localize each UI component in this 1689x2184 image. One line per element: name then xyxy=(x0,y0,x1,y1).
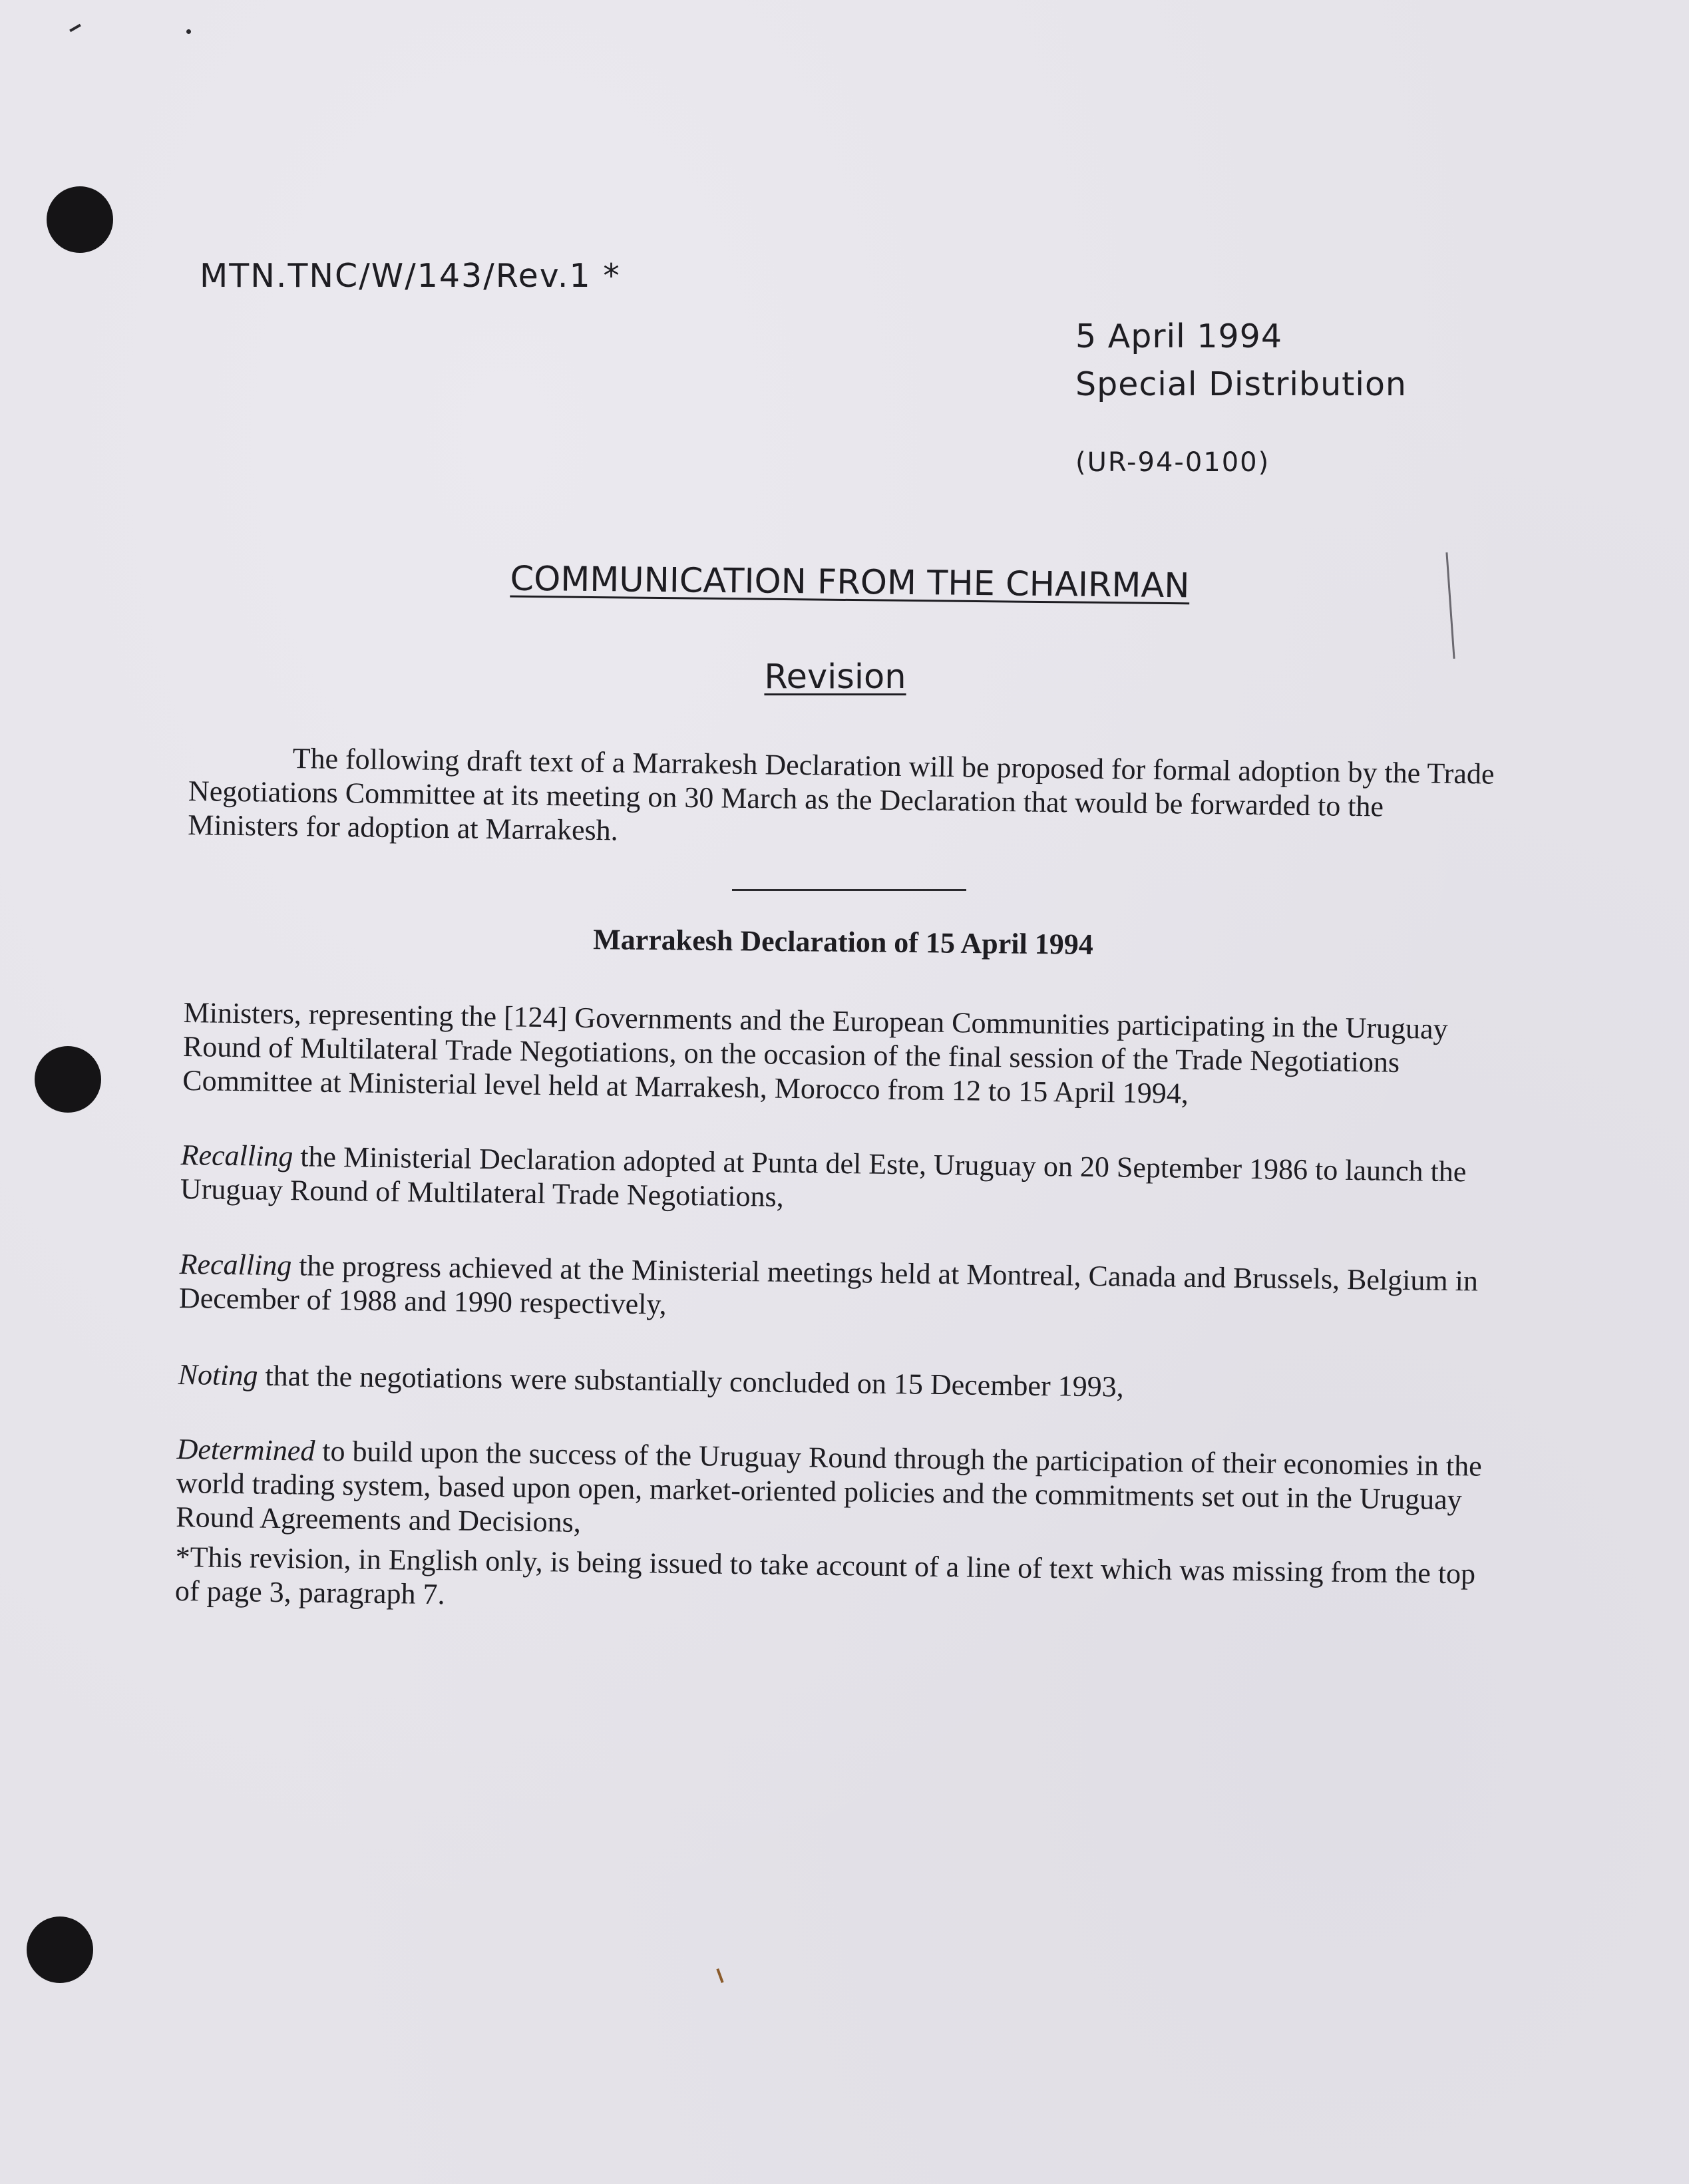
paragraph-lead: Determined xyxy=(176,1433,315,1467)
declaration-paragraph xyxy=(176,1432,1495,1551)
paper-mark xyxy=(716,1968,723,1983)
punch-hole xyxy=(35,1046,101,1113)
paragraph-lead: Recalling xyxy=(180,1138,293,1173)
paragraph-lead: Recalling xyxy=(179,1247,292,1282)
declaration-paragraph xyxy=(182,996,1501,1115)
intro-paragraph: The following draft text of a Marrakesh Declaration will be proposed for formal adoption by the Trade Negotiations Committee at its meeting on 30 March as the Declaration that would be forwarded to the Ministers for adoption at Marrakesh. xyxy=(188,742,1495,847)
date-block xyxy=(1075,313,1407,409)
paragraph-text: Ministers, representing the [124] Governments and the European Communities participating in the Uruguay Round of Multilateral Trade Negotiations, on the occasion of the final session of the Trade Negotiations Committee at Ministerial level held at Marrakesh, Morocco from 12 to 15 April 1994, xyxy=(182,996,1448,1110)
declaration-title: Marrakesh Declaration of 15 April 1994 xyxy=(592,923,1094,961)
divider-rule xyxy=(732,889,966,891)
paper-mark xyxy=(186,29,191,34)
punch-hole xyxy=(47,186,113,253)
paragraph-lead: Noting xyxy=(178,1358,258,1392)
declaration-paragraph xyxy=(178,1358,1495,1409)
page-title: COMMUNICATION FROM THE CHAIRMAN xyxy=(510,559,1190,606)
paragraph-text: the progress achieved at the Ministerial meetings held at Montreal, Canada and Brussels, Belgium in December of 1988 and 1990 respectively, xyxy=(178,1249,1479,1321)
distribution-label: Special Distribution xyxy=(1075,365,1407,403)
punch-hole xyxy=(27,1916,93,1983)
page-subtitle: Revision xyxy=(764,657,906,697)
declaration-paragraph xyxy=(180,1138,1499,1223)
reference-code: (UR-94-0100) xyxy=(1075,447,1270,478)
paragraph-text: that the negotiations were substantially concluded on 15 December 1993, xyxy=(258,1359,1124,1403)
paper-mark xyxy=(69,24,81,32)
footnote: *This revision, in English only, is being issued to take account of a line of text which was missing from the top of page 3, paragraph 7. xyxy=(174,1541,1476,1611)
declaration-paragraph xyxy=(179,1247,1497,1332)
paragraph-text: to build upon the success of the Uruguay Round through the participation of their economies in the world trading system, based upon open, market-oriented policies and the commitments set out in the Uruguay Round Agreements and Decisions, xyxy=(176,1434,1483,1539)
document-symbol: MTN.TNC/W/143/Rev.1 * xyxy=(200,257,621,295)
document-date: 5 April 1994 xyxy=(1075,317,1283,355)
paragraph-text: the Ministerial Declaration adopted at Punta del Este, Uruguay on 20 September 1986 to launch the Uruguay Round of Multilateral Trade Negotiations, xyxy=(180,1140,1467,1213)
